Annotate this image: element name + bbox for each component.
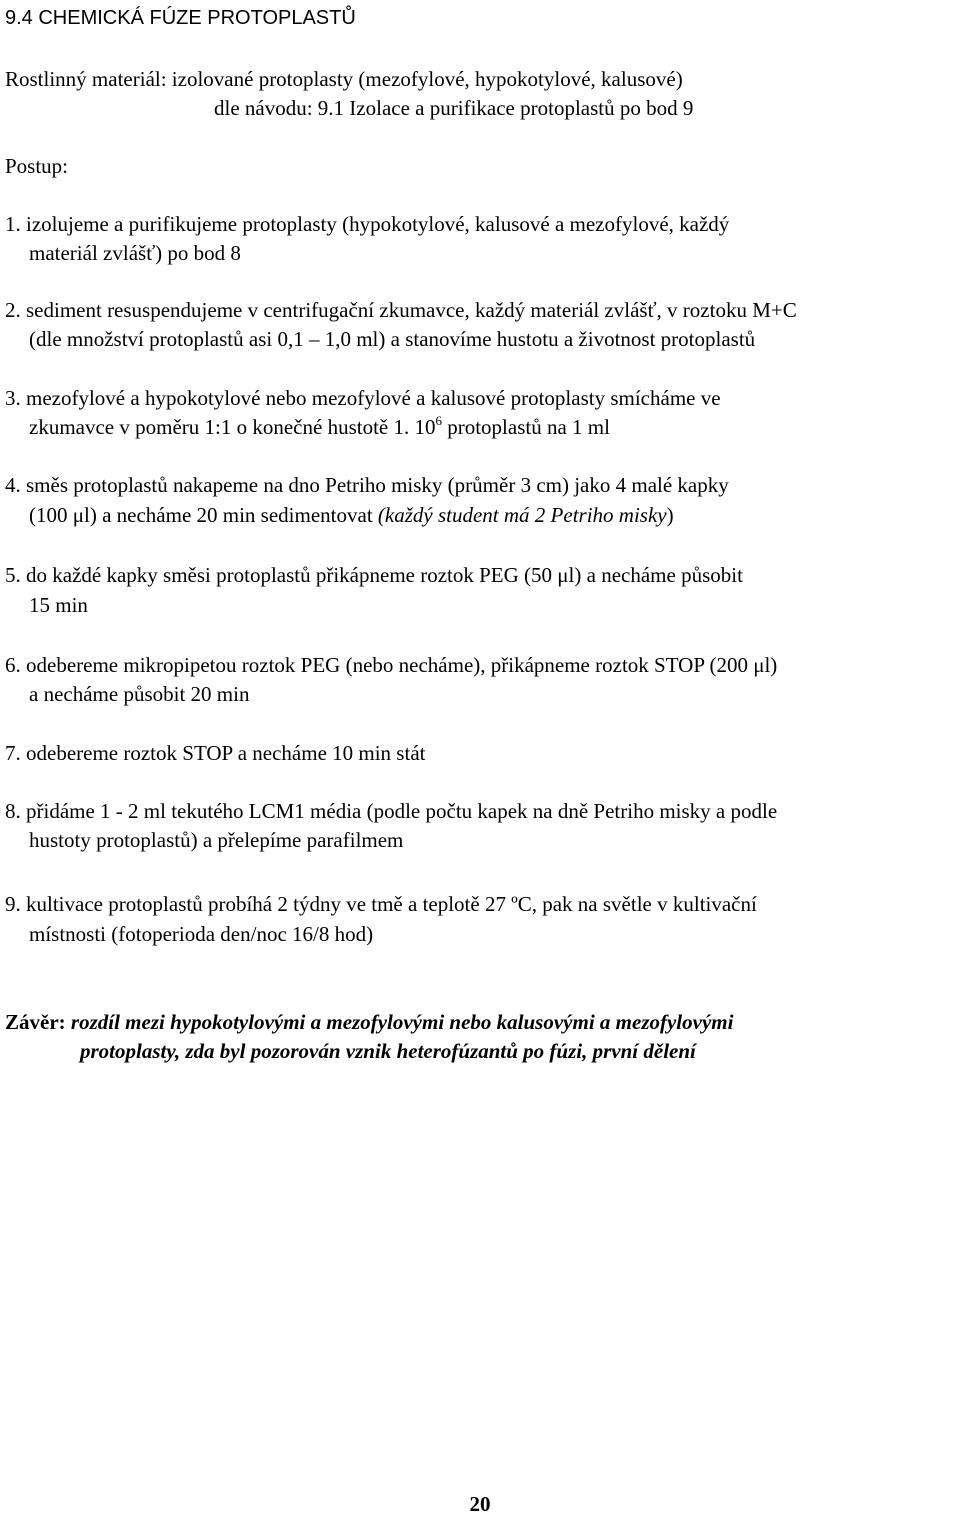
step-3-text-end: protoplastů na 1 ml bbox=[441, 415, 610, 439]
conclusion-line-1 bbox=[5, 1012, 733, 1033]
step-8-line-2: hustoty protoplastů) a přelepíme parafilmem bbox=[29, 828, 404, 852]
step-4-italic-note: (každý student má 2 Petriho misky bbox=[377, 503, 667, 527]
step-7-line-1: 7. odebereme roztok STOP a necháme 10 min stát bbox=[5, 741, 426, 765]
step-5-line-2: 15 min bbox=[29, 593, 88, 617]
conclusion-line-2: protoplasty, zda byl pozorován vznik heterofúzantů po fúzi, první dělení bbox=[80, 1039, 696, 1063]
step-9-line-2: místnosti (fotoperioda den/noc 16/8 hod) bbox=[29, 922, 374, 946]
step-1-line-1: 1. izolujeme a purifikujeme protoplasty (hypokotylové, kalusové a mezofylové, každý bbox=[5, 212, 730, 236]
step-5-line-1: 5. do každé kapky směsi protoplastů přikápneme roztok PEG (50 μl) a necháme působit bbox=[5, 563, 743, 587]
step-1-line-2: materiál zvlášť) po bod 8 bbox=[29, 241, 241, 265]
material-line-2: dle návodu: 9.1 Izolace a purifikace protoplastů po bod 9 bbox=[214, 96, 694, 120]
step-3-line-1: 3. mezofylové a hypokotylové nebo mezofylové a kalusové protoplasty smícháme ve bbox=[5, 386, 721, 410]
material-line-1: Rostlinný materiál: izolované protoplasty (mezofylové, hypokotylové, kalusové) bbox=[5, 67, 683, 91]
conclusion-label: Závěr: bbox=[5, 1010, 66, 1034]
step-4-text: (100 μl) a necháme 20 min sedimentovat bbox=[29, 503, 378, 527]
step-8-line-1: 8. přidáme 1 - 2 ml tekutého LCM1 média (podle počtu kapek na dně Petriho misky a podle bbox=[5, 799, 778, 823]
step-2-line-2: (dle množství protoplastů asi 0,1 – 1,0 ml) a stanovíme hustotu a životnost protoplastů bbox=[29, 327, 756, 351]
step-2-line-1: 2. sediment resuspendujeme v centrifugační zkumavce, každý materiál zvlášť, v roztoku M+C bbox=[5, 298, 797, 322]
step-9-line-1: 9. kultivace protoplastů probíhá 2 týdny ve tmě a teplotě 27 ºC, pak na světle v kultivační bbox=[5, 892, 757, 916]
step-3-line-2 bbox=[29, 413, 610, 439]
step-3-text: zkumavce v poměru 1:1 o konečné hustotě 1. 10 bbox=[29, 415, 436, 439]
procedure-label: Postup: bbox=[5, 154, 69, 178]
step-6-line-1: 6. odebereme mikropipetou roztok PEG (nebo necháme), přikápneme roztok STOP (200 μl) bbox=[5, 653, 778, 677]
page-number: 20 bbox=[469, 1492, 491, 1516]
section-title: 9.4 CHEMICKÁ FÚZE PROTOPLASTŮ bbox=[5, 7, 356, 29]
exponent: 6 bbox=[435, 413, 442, 428]
conclusion-text: rozdíl mezi hypokotylovými a mezofylovými nebo kalusovými a mezofylovými bbox=[65, 1010, 734, 1034]
step-4-text-end: ) bbox=[666, 503, 674, 527]
step-4-line-1: 4. směs protoplastů nakapeme na dno Petriho misky (průměr 3 cm) jako 4 malé kapky bbox=[5, 473, 729, 497]
step-6-line-2: a necháme působit 20 min bbox=[29, 682, 250, 706]
step-4-line-2 bbox=[29, 505, 674, 526]
